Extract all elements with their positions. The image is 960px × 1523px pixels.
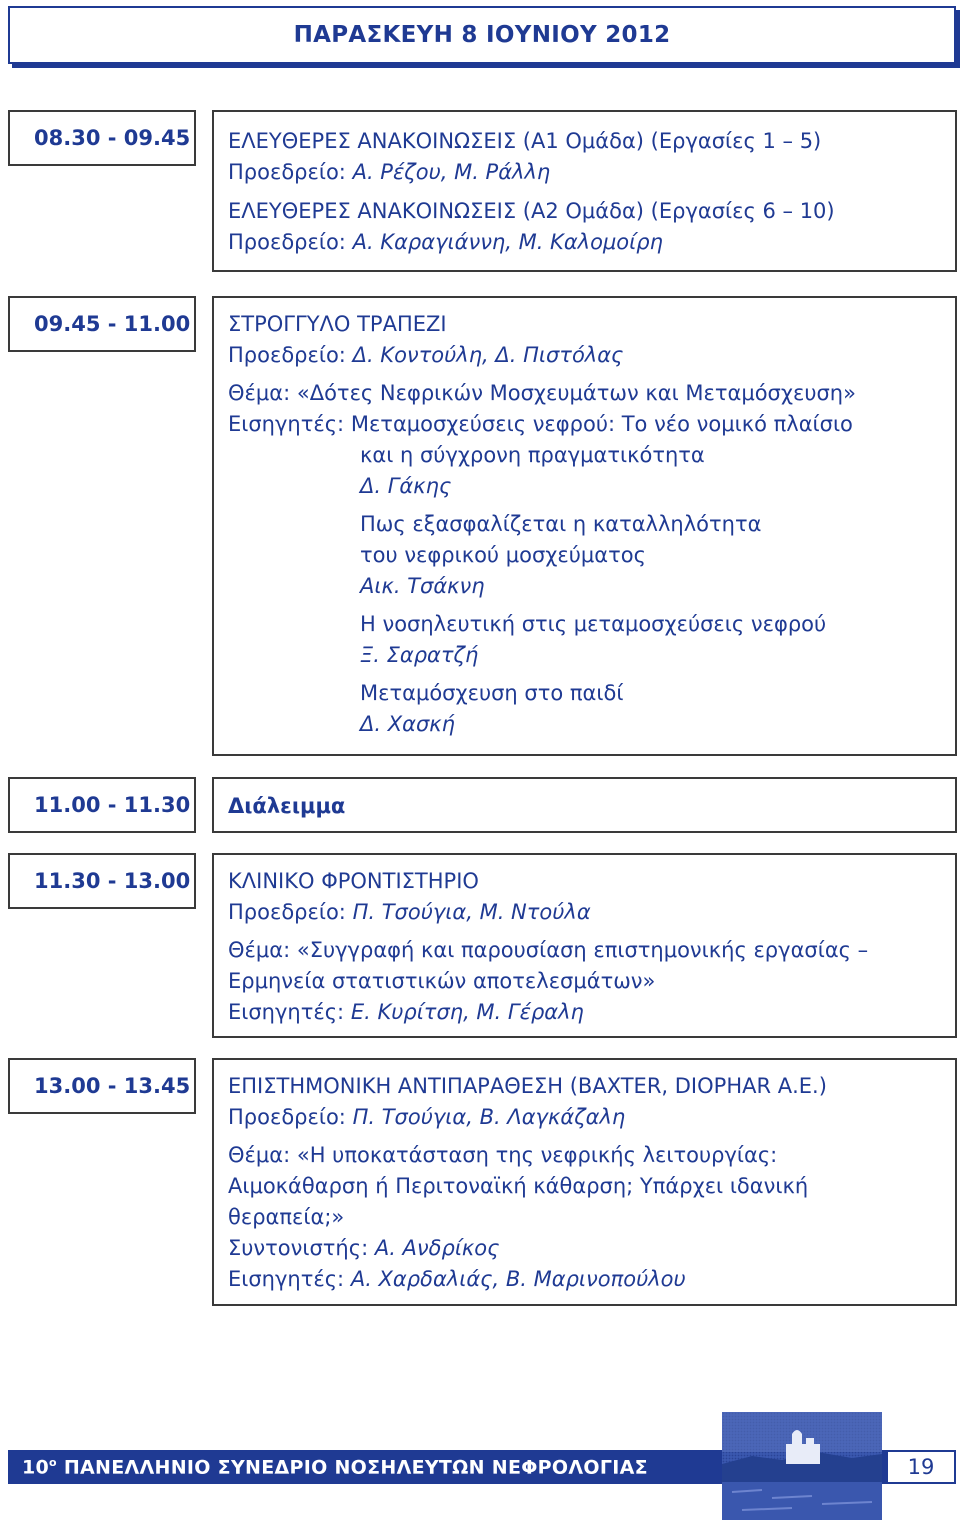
speaker-name: Ξ. Σαρατζή xyxy=(360,643,479,667)
page-title: ΠΑΡΑΣΚΕΥΗ 8 ΙΟΥΝΙΟΥ 2012 xyxy=(293,22,671,48)
chair-label: Προεδρείο: xyxy=(228,230,346,254)
session-time: 13.00 - 13.45 xyxy=(34,1074,191,1098)
session-content xyxy=(212,1058,957,1306)
chair-names: Α. Καραγιάννη, Μ. Καλομοίρη xyxy=(352,230,663,254)
chair-names: Α. Ρέζου, Μ. Ράλλη xyxy=(352,160,551,184)
topic-line xyxy=(228,1142,777,1168)
session-time-box xyxy=(8,1058,196,1114)
topic-text: «Δότες Νεφρικών Μοσχευμάτων και Μεταμόσχευση» xyxy=(296,381,856,405)
chair-line xyxy=(228,159,550,185)
topic-label: Θέμα: xyxy=(228,381,291,405)
talk-title: Η νοσηλευτική στις μεταμοσχεύσεις νεφρού xyxy=(360,612,827,636)
session-time: 11.30 - 13.00 xyxy=(34,869,191,893)
session-time: 09.45 - 11.00 xyxy=(34,312,191,336)
speaker-names: Ε. Κυρίτση, Μ. Γέραλη xyxy=(350,1000,584,1024)
chair-label: Προεδρείο: xyxy=(228,160,346,184)
talk-title: Πως εξασφαλίζεται η καταλληλότητα xyxy=(360,512,762,536)
topic-text: Ερμηνεία στατιστικών αποτελεσμάτων» xyxy=(228,969,656,993)
conference-name: ΠΑΝΕΛΛΗΝΙΟ ΣΥΝΕΔΡΙΟ ΝΟΣΗΛΕΥΤΩΝ ΝΕΦΡΟΛΟΓΙΑΣ xyxy=(63,1456,648,1479)
session-title: ΣΤΡΟΓΓΥΛΟ ΤΡΑΠΕΖΙ xyxy=(228,312,447,336)
topic-line xyxy=(228,937,868,963)
chair-label: Προεδρείο: xyxy=(228,343,346,367)
topic-label: Θέμα: xyxy=(228,938,291,962)
conference-number: 10 xyxy=(22,1456,50,1479)
talk-title: του νεφρικού μοσχεύματος xyxy=(360,543,646,567)
talk-title: Μεταμόσχευση στο παιδί xyxy=(360,681,624,705)
session-content xyxy=(212,853,957,1038)
chair-names: Δ. Κοντούλη, Δ. Πιστόλας xyxy=(352,343,624,367)
chair-line xyxy=(228,342,623,368)
session-time: 08.30 - 09.45 xyxy=(34,126,191,150)
conference-number-superscript: ο xyxy=(49,1456,57,1469)
speaker-name: Δ. Χασκή xyxy=(360,712,455,736)
topic-label: Θέμα: xyxy=(228,1143,291,1167)
session-time-box xyxy=(8,296,196,352)
coordinator-label: Συντονιστής: xyxy=(228,1236,369,1260)
speaker-name: Δ. Γάκης xyxy=(360,474,452,498)
topic-text: «Η υποκατάσταση της νεφρικής λειτουργίας: xyxy=(296,1143,778,1167)
chair-line xyxy=(228,1104,625,1130)
topic-text: θεραπεία;» xyxy=(228,1205,345,1229)
island-photo-graphic xyxy=(722,1412,882,1520)
speaker-name: Αικ. Τσάκνη xyxy=(360,574,485,598)
island-photo xyxy=(722,1412,882,1520)
speakers-label: Εισηγητές: xyxy=(228,1000,345,1024)
session-time-box xyxy=(8,110,196,166)
conference-title xyxy=(22,1456,648,1478)
session-title: ΕΛΕΥΘΕΡΕΣ ΑΝΑΚΟΙΝΩΣΕΙΣ (Α1 Ομάδα) (Εργασίες 1 – 5) xyxy=(228,129,822,153)
session-time-box xyxy=(8,853,196,909)
session-time-box xyxy=(8,777,196,833)
session-title: ΕΠΙΣΤΗΜΟΝΙΚΗ ΑΝΤΙΠΑΡΑΘΕΣΗ (BAXTER, DIOPHAR Α.Ε.) xyxy=(228,1074,827,1098)
page-number-box xyxy=(886,1450,956,1484)
speaker-names: Α. Χαρδαλιάς, Β. Μαρινοπούλου xyxy=(350,1267,686,1291)
coordinator-line xyxy=(228,1235,499,1261)
speakers-line xyxy=(228,1266,686,1292)
talk-title: και η σύγχρονη πραγματικότητα xyxy=(360,443,705,467)
topic-text: Αιμοκάθαρση ή Περιτοναϊκή κάθαρση; Υπάρχει ιδανική xyxy=(228,1174,809,1198)
speakers-label: Εισηγητές: xyxy=(228,1267,345,1291)
topic-line xyxy=(228,380,856,406)
chair-line xyxy=(228,899,591,925)
session-title: ΕΛΕΥΘΕΡΕΣ ΑΝΑΚΟΙΝΩΣΕΙΣ (Α2 Ομάδα) (Εργασίες 6 – 10) xyxy=(228,199,835,223)
session-time: 11.00 - 11.30 xyxy=(34,793,191,817)
chair-label: Προεδρείο: xyxy=(228,900,346,924)
talk-title: Μεταμοσχεύσεις νεφρού: Το νέο νομικό πλαίσιο xyxy=(350,412,853,436)
break-label: Διάλειμμα xyxy=(228,794,346,818)
coordinator-name: Α. Ανδρίκος xyxy=(374,1236,500,1260)
page-header xyxy=(8,6,956,64)
session-title: ΚΛΙΝΙΚΟ ΦΡΟΝΤΙΣΤΗΡΙΟ xyxy=(228,869,479,893)
chair-line xyxy=(228,229,663,255)
chair-names: Π. Τσούγια, Μ. Ντούλα xyxy=(352,900,591,924)
speakers-label: Εισηγητές: xyxy=(228,412,345,436)
chair-names: Π. Τσούγια, Β. Λαγκάζαλη xyxy=(352,1105,626,1129)
topic-text: «Συγγραφή και παρουσίαση επιστημονικής εργασίας – xyxy=(296,938,869,962)
session-content xyxy=(212,777,957,833)
session-content xyxy=(212,110,957,272)
speakers-line xyxy=(228,411,853,437)
page-number: 19 xyxy=(907,1455,935,1479)
session-content xyxy=(212,296,957,756)
speakers-line xyxy=(228,999,584,1025)
chair-label: Προεδρείο: xyxy=(228,1105,346,1129)
